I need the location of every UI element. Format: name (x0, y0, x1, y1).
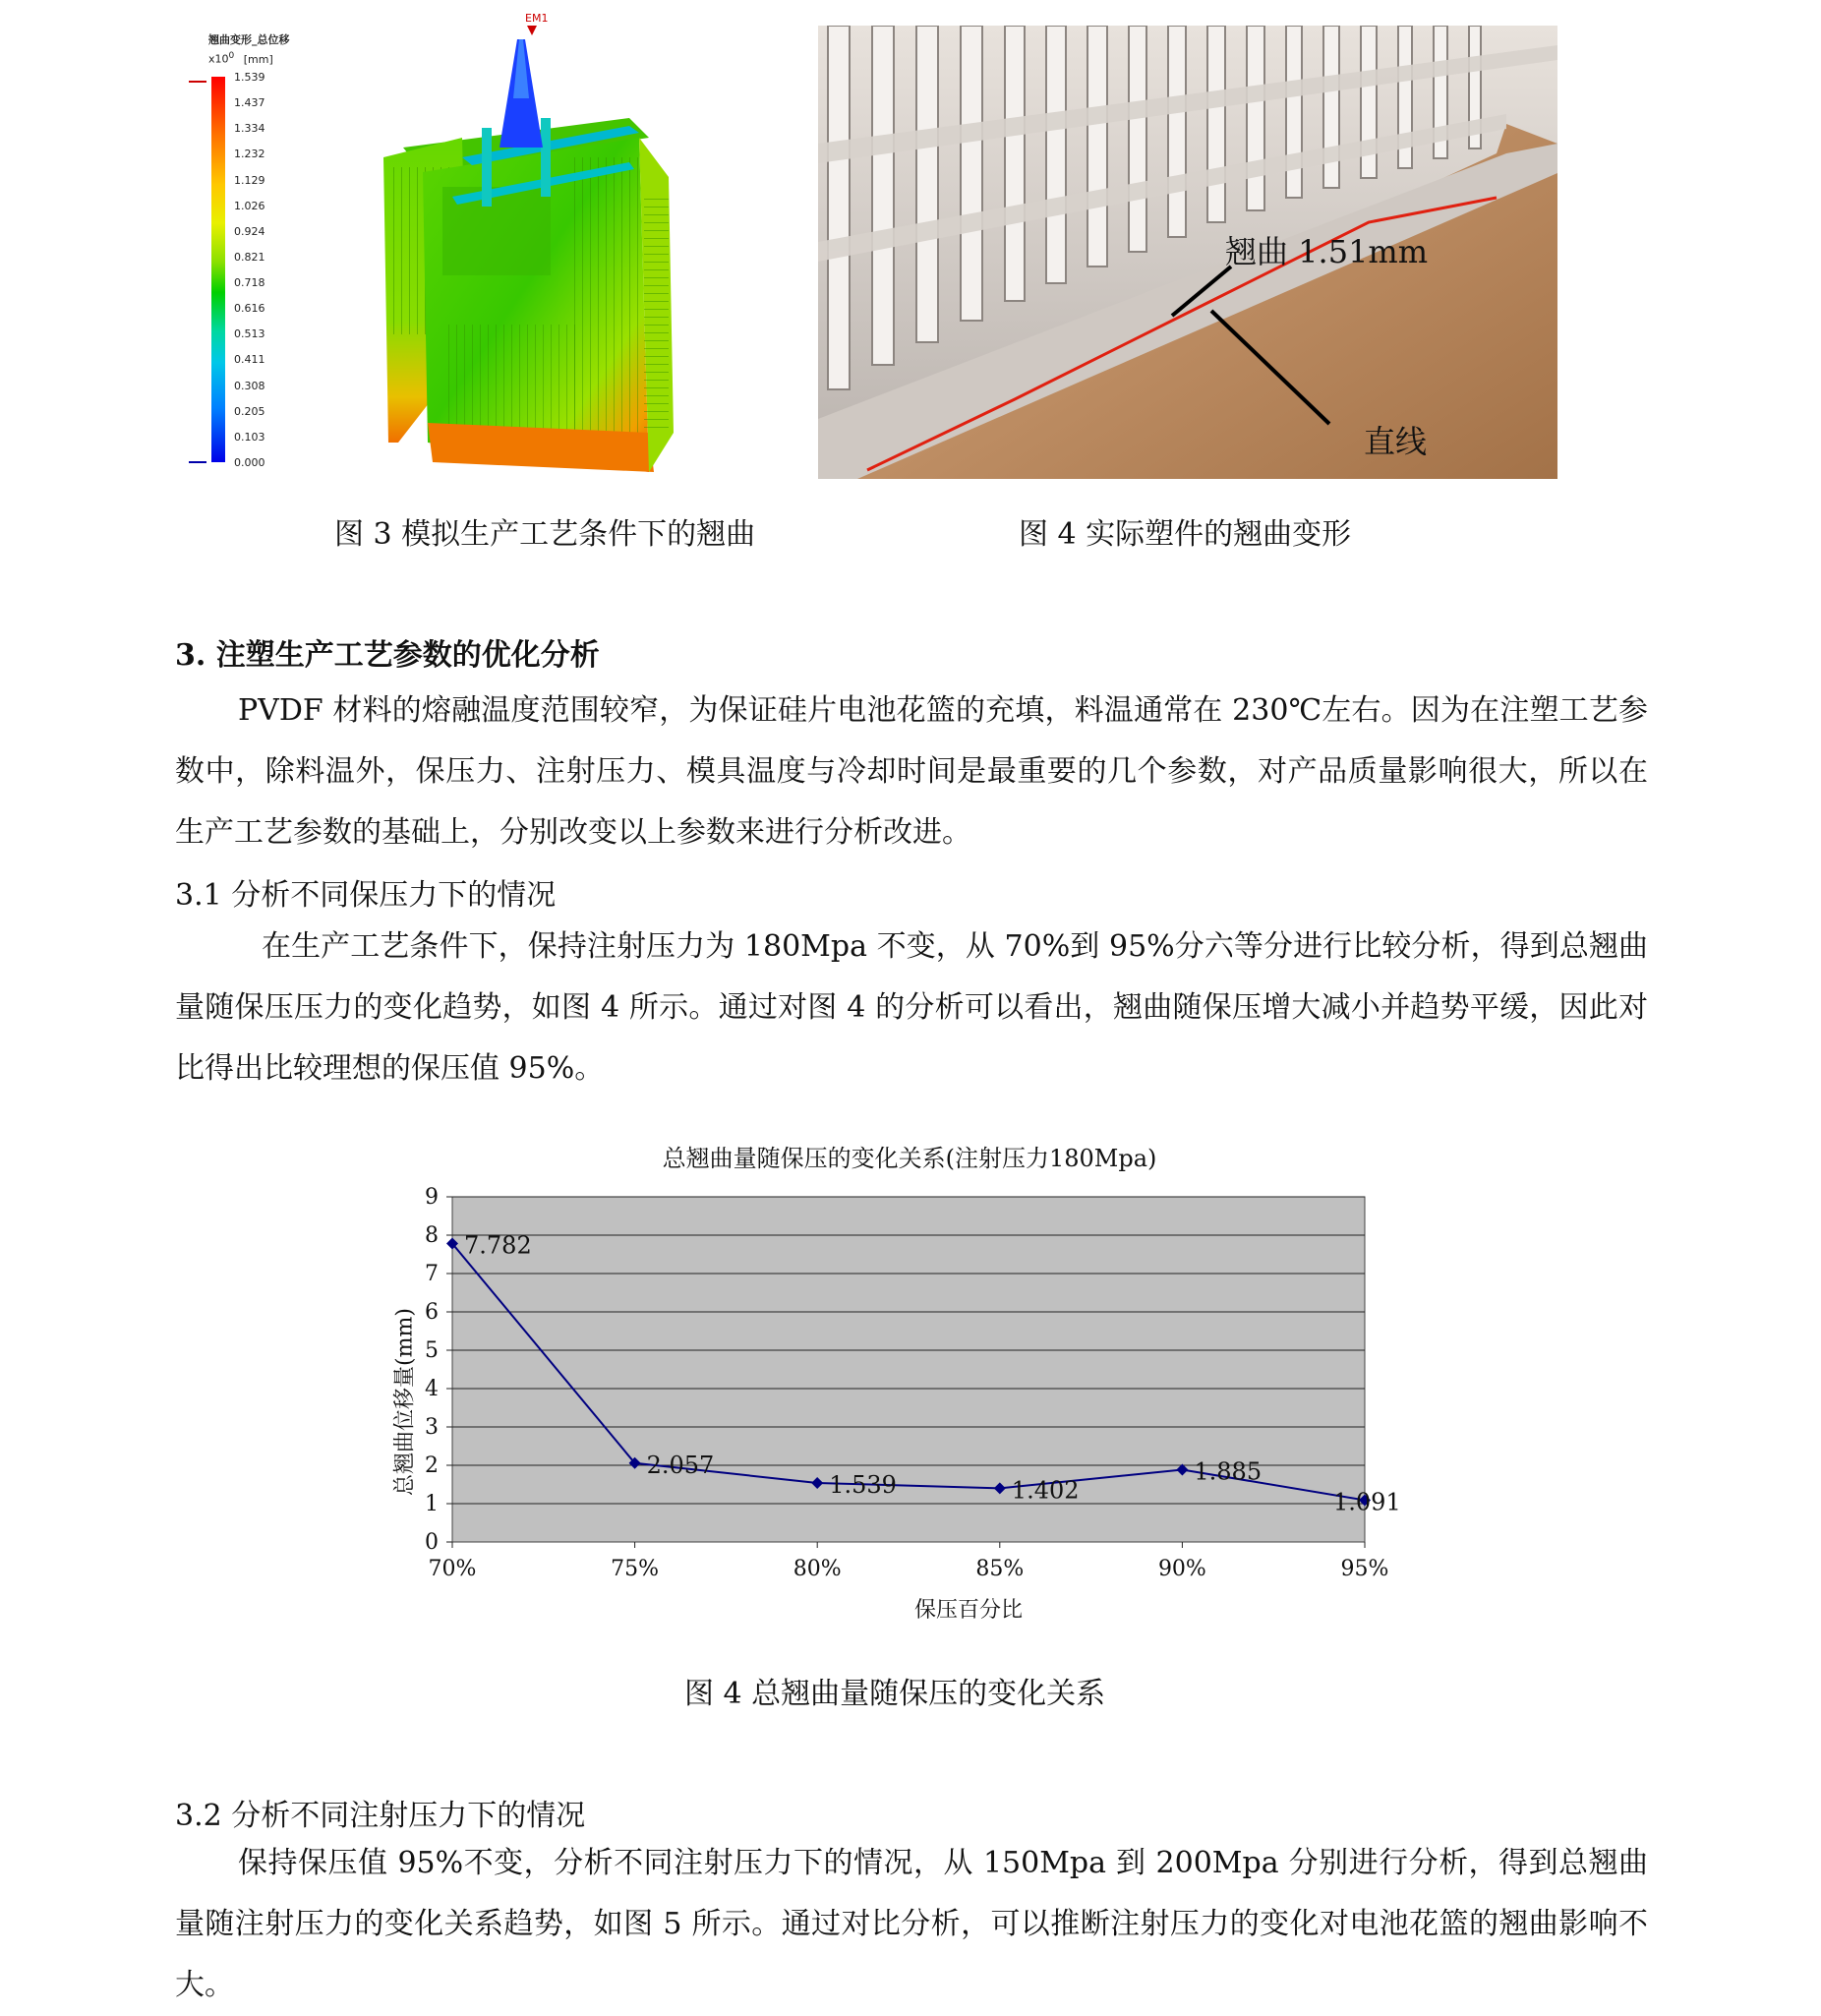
data-label: 1.885 (1194, 1457, 1263, 1486)
warp-label: 翘曲 1.51mm (1225, 233, 1429, 270)
y-tick-label: 1 (425, 1492, 439, 1516)
colorbar-tick-label: 1.026 (234, 199, 265, 212)
colorbar-tick-label: 0.308 (234, 379, 265, 392)
colorbar-tick-label: 0.513 (234, 327, 265, 341)
colorbar-tick-label: 1.334 (234, 122, 265, 136)
warpage-model (315, 10, 728, 482)
section-3-2-paragraph: 保持保压值 95%不变，分析不同注射压力下的情况，从 150Mpa 到 200Mpa 分别进行分析，得到总翘曲量随注射压力的变化关系趋势，如图 5 所示。通过对比分析，可以推断注射压力的变化对电池花篮的翘曲影响不大。 (175, 1846, 1648, 2002)
max-arrow-icon (189, 81, 206, 83)
colorbar-tick-label: 0.616 (234, 302, 265, 316)
section-3-2-heading: 3.2 分析不同注射压力下的情况 (175, 1799, 586, 1833)
colorbar-tick-label: 0.000 (234, 456, 265, 469)
figure-3 (177, 10, 728, 482)
y-tick-label: 3 (425, 1415, 439, 1440)
section-3-paragraph: PVDF 材料的熔融温度范围较窄，为保证硅片电池花篮的充填，料温通常在 230℃左右。因为在注塑工艺参数中，除料温外，保压力、注射压力、模具温度与冷却时间是最重要的几个参数，对产品质量影响很大，所以在生产工艺参数的基础上，分别改变以上参数来进行分析改进。 (175, 693, 1648, 850)
colorbar-tick-label: 0.924 (234, 224, 265, 238)
fig3-caption: 图 3 模拟生产工艺条件下的翘曲 (334, 517, 756, 552)
fig3-title: 翘曲变形_总位移 (208, 33, 290, 46)
y-tick-label: 4 (425, 1377, 439, 1401)
chart-caption: 图 4 总翘曲量随保压的变化关系 (684, 1677, 1106, 1711)
colorbar-tick-label: 1.129 (234, 173, 265, 187)
y-tick-label: 5 (425, 1338, 439, 1363)
x-tick-label: 95% (1340, 1557, 1389, 1581)
x-tick-label: 70% (428, 1557, 477, 1581)
colorbar-tick-label: 0.205 (234, 404, 265, 418)
colorbar-tick-label: 0.718 (234, 276, 265, 290)
min-arrow-icon (189, 461, 206, 463)
fig3-units: $x10^0$ [mm] (208, 51, 273, 66)
data-label: 2.057 (646, 1451, 715, 1479)
y-tick-label: 7 (425, 1262, 439, 1286)
x-tick-label: 90% (1157, 1557, 1206, 1581)
plot-area (452, 1197, 1365, 1542)
marker-arrow-icon (527, 26, 537, 35)
colorbar-tick-label: 0.821 (234, 250, 265, 264)
y-tick-label: 8 (425, 1223, 439, 1248)
y-axis-title: 总翘曲位移量(mm) (392, 1308, 418, 1496)
colorbar-tick-label: 1.232 (234, 148, 265, 161)
colorbar (211, 77, 225, 462)
section-3-1-heading: 3.1 分析不同保压力下的情况 (175, 878, 557, 913)
line-label: 直线 (1364, 423, 1428, 460)
data-label: 1.091 (1333, 1488, 1401, 1516)
x-axis-title: 保压百分比 (913, 1598, 1023, 1623)
y-tick-label: 2 (425, 1453, 439, 1478)
y-tick-label: 6 (425, 1300, 439, 1325)
colorbar-tick-label: 0.411 (234, 353, 265, 367)
chart-plot (354, 1131, 1465, 1642)
section-3-heading: 3. 注塑生产工艺参数的优化分析 (175, 638, 600, 673)
x-tick-label: 75% (611, 1557, 660, 1581)
y-tick-label: 0 (425, 1530, 439, 1555)
colorbar-tick-label: 0.103 (234, 430, 265, 444)
warpage-chart (354, 1131, 1465, 1642)
y-tick-label: 9 (425, 1185, 439, 1210)
data-label: 7.782 (464, 1231, 532, 1260)
colorbar-labels (234, 71, 293, 469)
figure-4-photo (818, 26, 1557, 479)
colorbar-tick-label: 1.437 (234, 96, 265, 110)
data-label: 1.539 (829, 1470, 897, 1499)
x-tick-label: 85% (975, 1557, 1025, 1581)
x-tick-label: 80% (793, 1557, 842, 1581)
section-3-1-paragraph: 在生产工艺条件下，保持注射压力为 180Mpa 不变，从 70%到 95%分六等分进行比较分析，得到总翘曲量随保压压力的变化趋势，如图 4 所示。通过对图 4 的分析可以看出，翘曲随保压增大减小并趋势平缓，因此对比得出比较理想的保压值 95%。 (175, 929, 1648, 1086)
colorbar-tick-label: 1.539 (234, 71, 265, 84)
chart-title: 总翘曲量随保压的变化关系(注射压力180Mpa) (662, 1145, 1157, 1172)
data-label: 1.402 (1011, 1476, 1080, 1505)
photo-image (818, 26, 1557, 479)
marker-em1: EM1 (525, 12, 549, 25)
fig4-photo-caption: 图 4 实际塑件的翘曲变形 (1019, 517, 1352, 552)
